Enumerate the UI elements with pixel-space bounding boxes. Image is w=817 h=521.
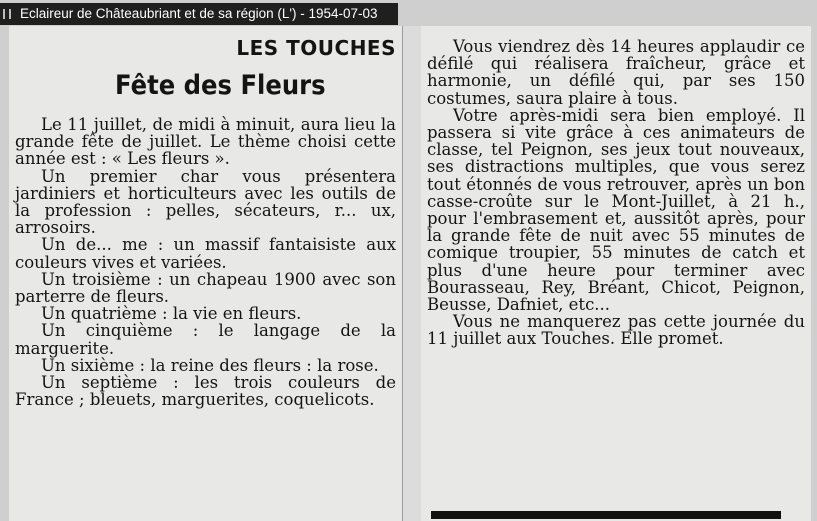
paragraph: Vous viendrez dès 14 heures applaudir ce défilé qui réalisera fraîcheur, grâce et harmonie, un défilé qui, par ses 150 costumes, saura plaire à tous. — [427, 37, 805, 108]
paragraph: Le 11 juillet, de midi à minuit, aura lieu la grande fête de juillet. Le thème choisi cette année est : « Les fleurs ». — [15, 115, 396, 169]
footer-rule — [431, 511, 781, 519]
article-column-left — [9, 26, 403, 521]
paragraph: Un premier char vous présentera jardiniers et horticulteurs avec les outils de la profession : pelles, sécateurs, r... ux, arrosoirs. — [15, 166, 396, 238]
grip-icon — [3, 9, 11, 19]
column-gutter — [403, 26, 421, 521]
article-column-right — [421, 26, 811, 521]
article-headline: Fête des Fleurs — [115, 70, 326, 101]
window-title-bar — [0, 3, 398, 25]
paragraph: Votre après-midi sera bien employé. Il passera si vite grâce à ces animateurs de classe, tel Peignon, ses jeux tout nouveaux, ses distractions multiples, que vous serez tout étonnés de vous retrouver, après un bon casse-croûte sur le Mont-Juillet, à 21 h., pour l'embrasement et, aussitôt après, pour la grande fête de nuit avec 55 minutes de comique troupier, 55 minutes de catch et plus d'une heure pour terminer avec Bourasseau, Rey, Bréant, Chicot, Peignon, Beusse, Dafniet, etc... — [427, 105, 805, 315]
paragraph: Un troisième : un chapeau 1900 avec son parterre de fleurs. — [15, 269, 396, 307]
paragraph: Un quatrième : la vie en fleurs. — [41, 304, 302, 324]
right-column-body — [427, 38, 805, 348]
section-heading-town: LES TOUCHES — [236, 36, 396, 60]
paragraph: Un de... me : un massif fantaisiste aux couleurs vives et variées. — [15, 235, 396, 272]
paragraph: Un septième : les trois couleurs de France ; bleuets, marguerites, coquelicots. — [15, 373, 396, 410]
paragraph: Un cinquième : le langage de la marguerite. — [15, 321, 396, 358]
left-column-body — [15, 116, 396, 408]
window-title: Eclaireur de Châteaubriant et de sa région (L') - 1954-07-03 — [20, 6, 378, 21]
paragraph: Un sixième : la reine des fleurs : la rose. — [41, 355, 379, 375]
paragraph: Vous ne manquerez pas cette journée du 11 juillet aux Touches. Elle promet. — [427, 312, 805, 349]
